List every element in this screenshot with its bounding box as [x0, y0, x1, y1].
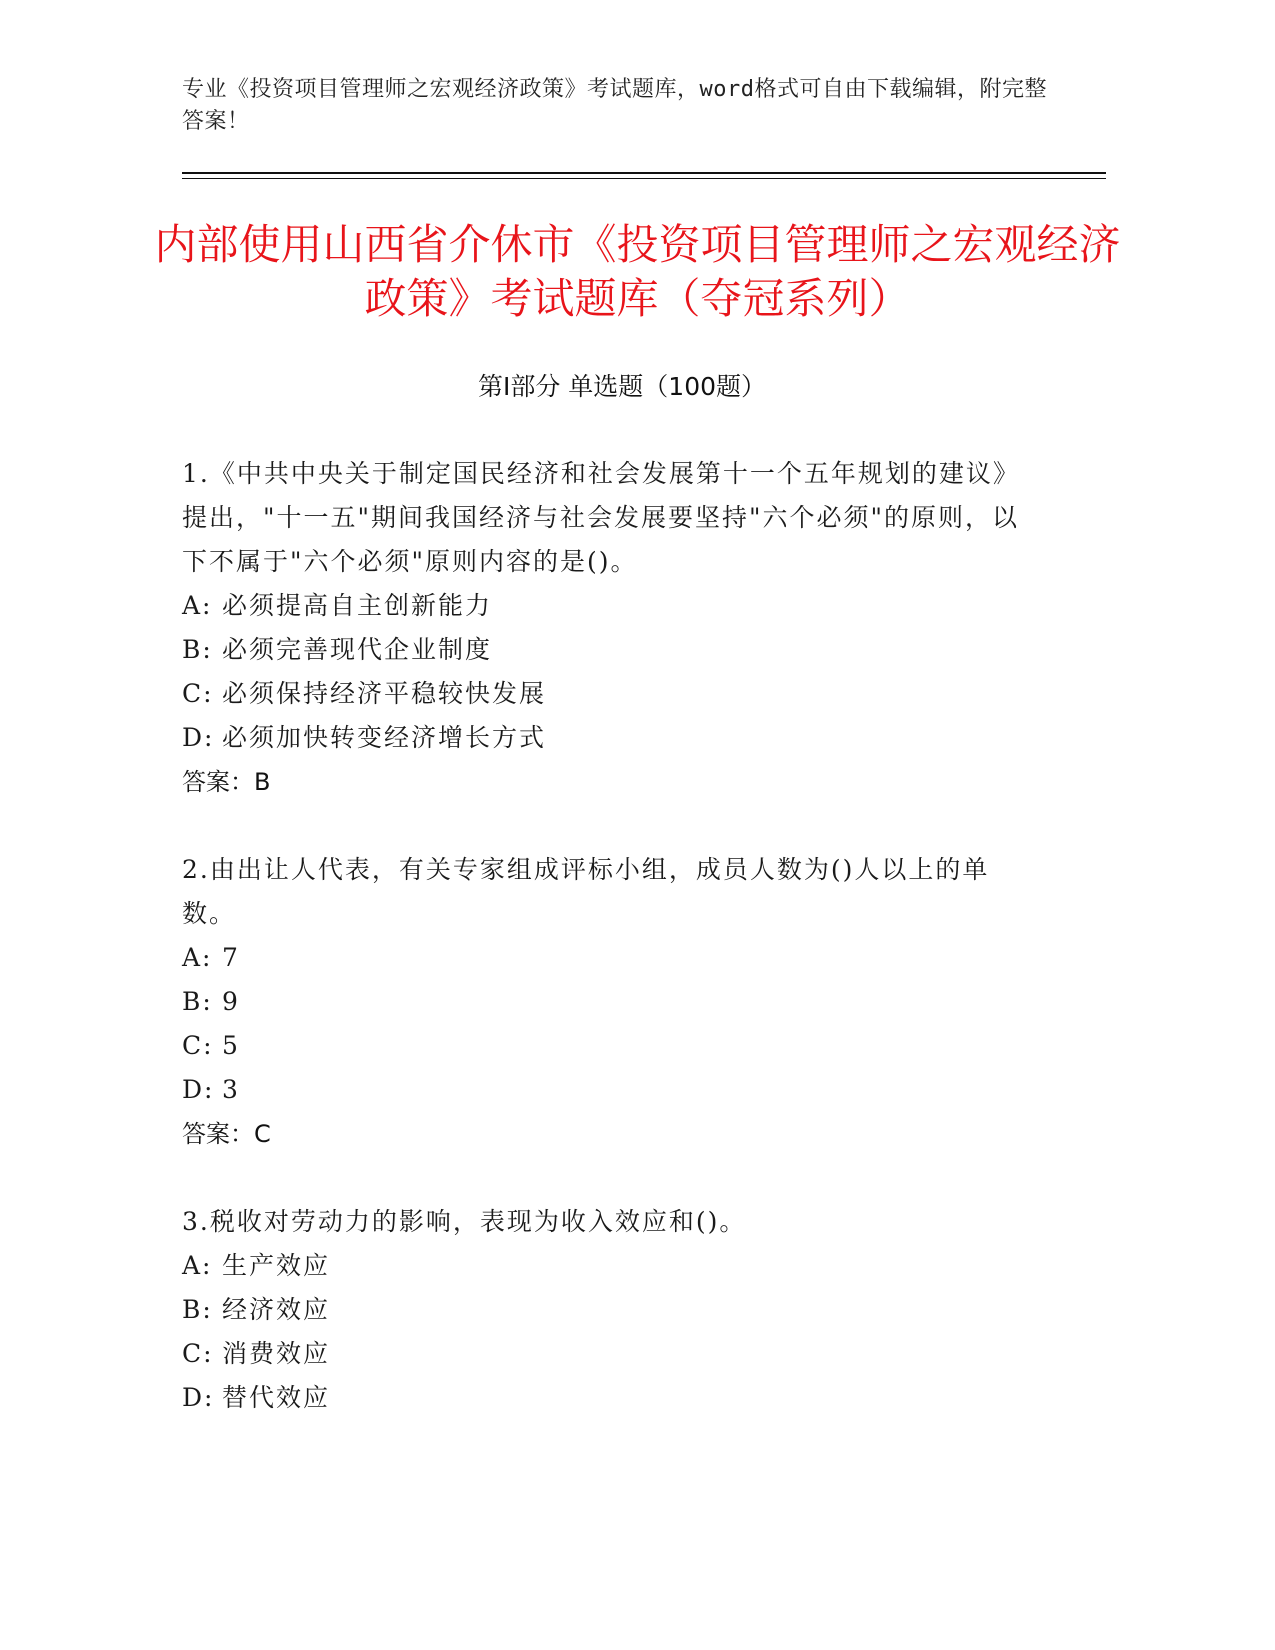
- option-text: 必须加快转变经济增长方式: [222, 723, 547, 752]
- option-d: [182, 1376, 1022, 1420]
- option-letter: D:: [182, 723, 215, 752]
- option-a: [182, 1244, 1022, 1288]
- option-text: 生产效应: [222, 1251, 331, 1280]
- question-stem: 3.税收对劳动力的影响，表现为收入效应和()。: [182, 1207, 747, 1236]
- question-stem: 1.《中共中央关于制定国民经济和社会发展第十一个五年规划的建议》提出，"十一五"期间我国经济与社会发展要坚持"六个必须"的原则，以下不属于"六个必须"原则内容的是()。: [182, 459, 1020, 576]
- header-divider-thick: [182, 172, 1106, 174]
- option-letter: C:: [182, 679, 214, 708]
- option-b: [182, 1288, 1022, 1332]
- question-stem: 2.由出让人代表，有关专家组成评标小组，成员人数为()人以上的单数。: [182, 855, 990, 928]
- option-letter: D:: [182, 1383, 215, 1412]
- option-c: [182, 1024, 1022, 1068]
- header-note: 专业《投资项目管理师之宏观经济政策》考试题库，word格式可自由下载编辑，附完整答案！: [182, 77, 1047, 134]
- answer-line: 答案：C: [182, 1120, 271, 1148]
- option-letter: B:: [182, 1295, 213, 1324]
- option-d: [182, 716, 1022, 760]
- option-d: [182, 1068, 1022, 1112]
- option-letter: B:: [182, 635, 213, 664]
- option-b: [182, 628, 1022, 672]
- option-text: 替代效应: [222, 1383, 331, 1412]
- option-text: 5: [222, 1031, 240, 1060]
- option-letter: A:: [182, 943, 213, 972]
- option-letter: B:: [182, 987, 213, 1016]
- option-text: 必须提高自主创新能力: [222, 591, 493, 620]
- option-text: 7: [222, 943, 240, 972]
- option-text: 3: [222, 1075, 240, 1104]
- option-a: [182, 584, 1022, 628]
- option-b: [182, 980, 1022, 1024]
- option-a: [182, 936, 1022, 980]
- option-text: 经济效应: [222, 1295, 331, 1324]
- document-title: 内部使用山西省介休市《投资项目管理师之宏观经济政策》考试题库（夺冠系列）: [154, 220, 1121, 323]
- option-c: [182, 672, 1022, 716]
- option-letter: A:: [182, 591, 213, 620]
- question-2: [182, 848, 1022, 1156]
- question-3: [182, 1200, 1022, 1420]
- option-text: 9: [222, 987, 240, 1016]
- section-title: 第Ⅰ部分 单选题（100题）: [477, 372, 767, 401]
- option-letter: C:: [182, 1339, 214, 1368]
- question-list: [182, 452, 1022, 1464]
- option-letter: C:: [182, 1031, 214, 1060]
- option-c: [182, 1332, 1022, 1376]
- answer-line: 答案：B: [182, 768, 271, 796]
- option-letter: D:: [182, 1075, 215, 1104]
- header-divider-thin: [182, 178, 1106, 179]
- option-text: 必须完善现代企业制度: [222, 635, 493, 664]
- option-text: 消费效应: [222, 1339, 331, 1368]
- option-letter: A:: [182, 1251, 213, 1280]
- question-1: [182, 452, 1022, 804]
- option-text: 必须保持经济平稳较快发展: [222, 679, 547, 708]
